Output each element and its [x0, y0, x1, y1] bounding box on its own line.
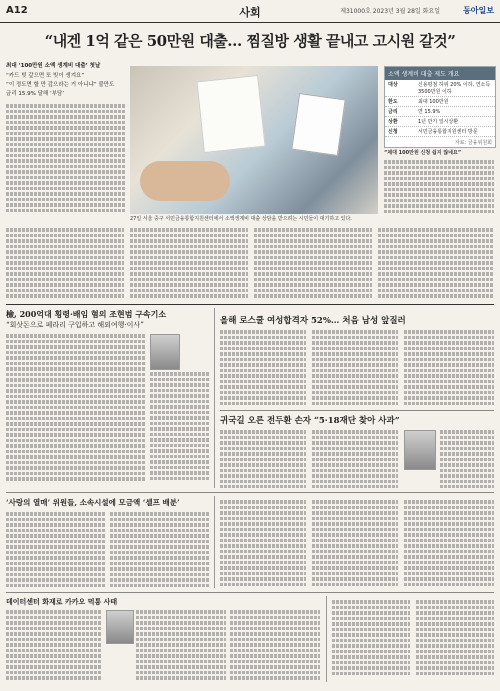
sub-headline-1: 최대 ‘100만원 소액 생계비 대출’ 첫날	[6, 63, 101, 69]
column-divider	[214, 308, 215, 488]
story-6-col-1	[332, 600, 410, 682]
story-4-col-2	[110, 512, 210, 588]
main-article-col-1	[6, 228, 124, 300]
section-divider	[6, 304, 494, 305]
sub-headline-4: 금리 15.9% 달해 ‘부담’	[6, 91, 65, 97]
main-article-col-4	[378, 228, 494, 300]
info-row: 금리 연 15.9%	[385, 107, 495, 117]
newspaper-logo: 동아일보	[463, 5, 494, 15]
sub-headline-2: “카드 빚 갚으면 또 빚이 생겨요”	[6, 73, 85, 79]
mugshot-photo	[404, 430, 436, 470]
story-1-body-2	[150, 372, 210, 482]
section-divider	[220, 410, 494, 411]
info-row: 신청 서민금융통합지원센터 방문	[385, 127, 495, 137]
story-4-col-4	[312, 500, 398, 588]
page-number: A12	[6, 5, 28, 16]
story-4-col-1	[6, 512, 106, 588]
main-article-body-left	[6, 104, 126, 214]
story-2-col-1	[220, 330, 306, 406]
notice-image	[291, 93, 345, 156]
hand-image	[140, 161, 230, 201]
story-5-headline: 데이터센터 화재로 카카오 먹통 사태	[6, 597, 118, 606]
story-5-col-1	[6, 610, 102, 682]
story-2-col-3	[404, 330, 494, 406]
story-1-headline: 檢, 200억대 횡령·배임 혐의 조현범 구속기소	[6, 309, 167, 319]
info-row: 한도 최대 100만원	[385, 97, 495, 107]
story-4-col-3	[220, 500, 306, 588]
info-box-title: 소액 생계비 대출 제도 개요	[385, 67, 495, 80]
story-2-col-2	[312, 330, 398, 406]
story-1-body	[6, 334, 146, 482]
photo-caption: 27일 서울 중구 서민금융통합지원센터에서 소액생계비 대출 상담을 받으려는 시민들이 대기하고 있다.	[130, 216, 352, 222]
mugshot-photo	[150, 334, 180, 370]
section-title: 사회	[239, 6, 261, 19]
info-box	[384, 66, 496, 148]
side-article-body	[384, 160, 494, 214]
section-divider	[6, 592, 494, 593]
story-5-col-3	[230, 610, 320, 682]
story-6-col-2	[416, 600, 494, 682]
main-photo	[130, 66, 378, 214]
mugshot-photo	[106, 610, 134, 644]
story-3-col-2	[312, 430, 398, 488]
side-caption: “제대 100만원 신청 쉽지 않네요”	[384, 150, 462, 156]
story-4-col-5	[404, 500, 494, 588]
main-article-col-2	[130, 228, 248, 300]
main-headline: “내겐 1억 같은 50만원 대출… 찜질방 생활 끝내고 고시원 갈것”	[44, 32, 456, 50]
main-article-col-3	[254, 228, 372, 300]
story-3-col-1	[220, 430, 306, 488]
info-row: 대상 신용평점 하위 20% 이하, 연소득 3500만원 이하	[385, 80, 495, 97]
info-row: 상환 1년 만기 일시상환	[385, 117, 495, 127]
poster-image	[196, 75, 265, 153]
page-header	[0, 0, 500, 23]
column-divider	[326, 596, 327, 682]
story-2-headline: 올해 로스쿨 여성합격자 52%… 처음 남성 앞질러	[220, 316, 406, 326]
issue-meta: 제31000호 2023년 3월 28일 화요일	[340, 8, 440, 15]
story-1-subhead: “회삿돈으로 페라리 구입하고 해외여행·이사”	[6, 321, 144, 329]
sub-headline-3: “이 정도면 할 만 갚으라는 거 아니냐” 불만도	[6, 82, 115, 88]
story-3-col-3	[440, 430, 494, 488]
story-3-headline: 귀국길 오른 전두환 손자 “5·18재단 찾아 사과”	[220, 416, 400, 426]
story-5-col-2	[136, 610, 226, 682]
section-divider	[6, 492, 494, 493]
story-4-headline: ‘사랑의 열매’ 위원들, 소속시설에 모금액 ‘셀프 배분’	[6, 498, 180, 507]
column-divider	[214, 496, 215, 588]
info-box-source: 자료: 금융위원회	[454, 140, 492, 146]
